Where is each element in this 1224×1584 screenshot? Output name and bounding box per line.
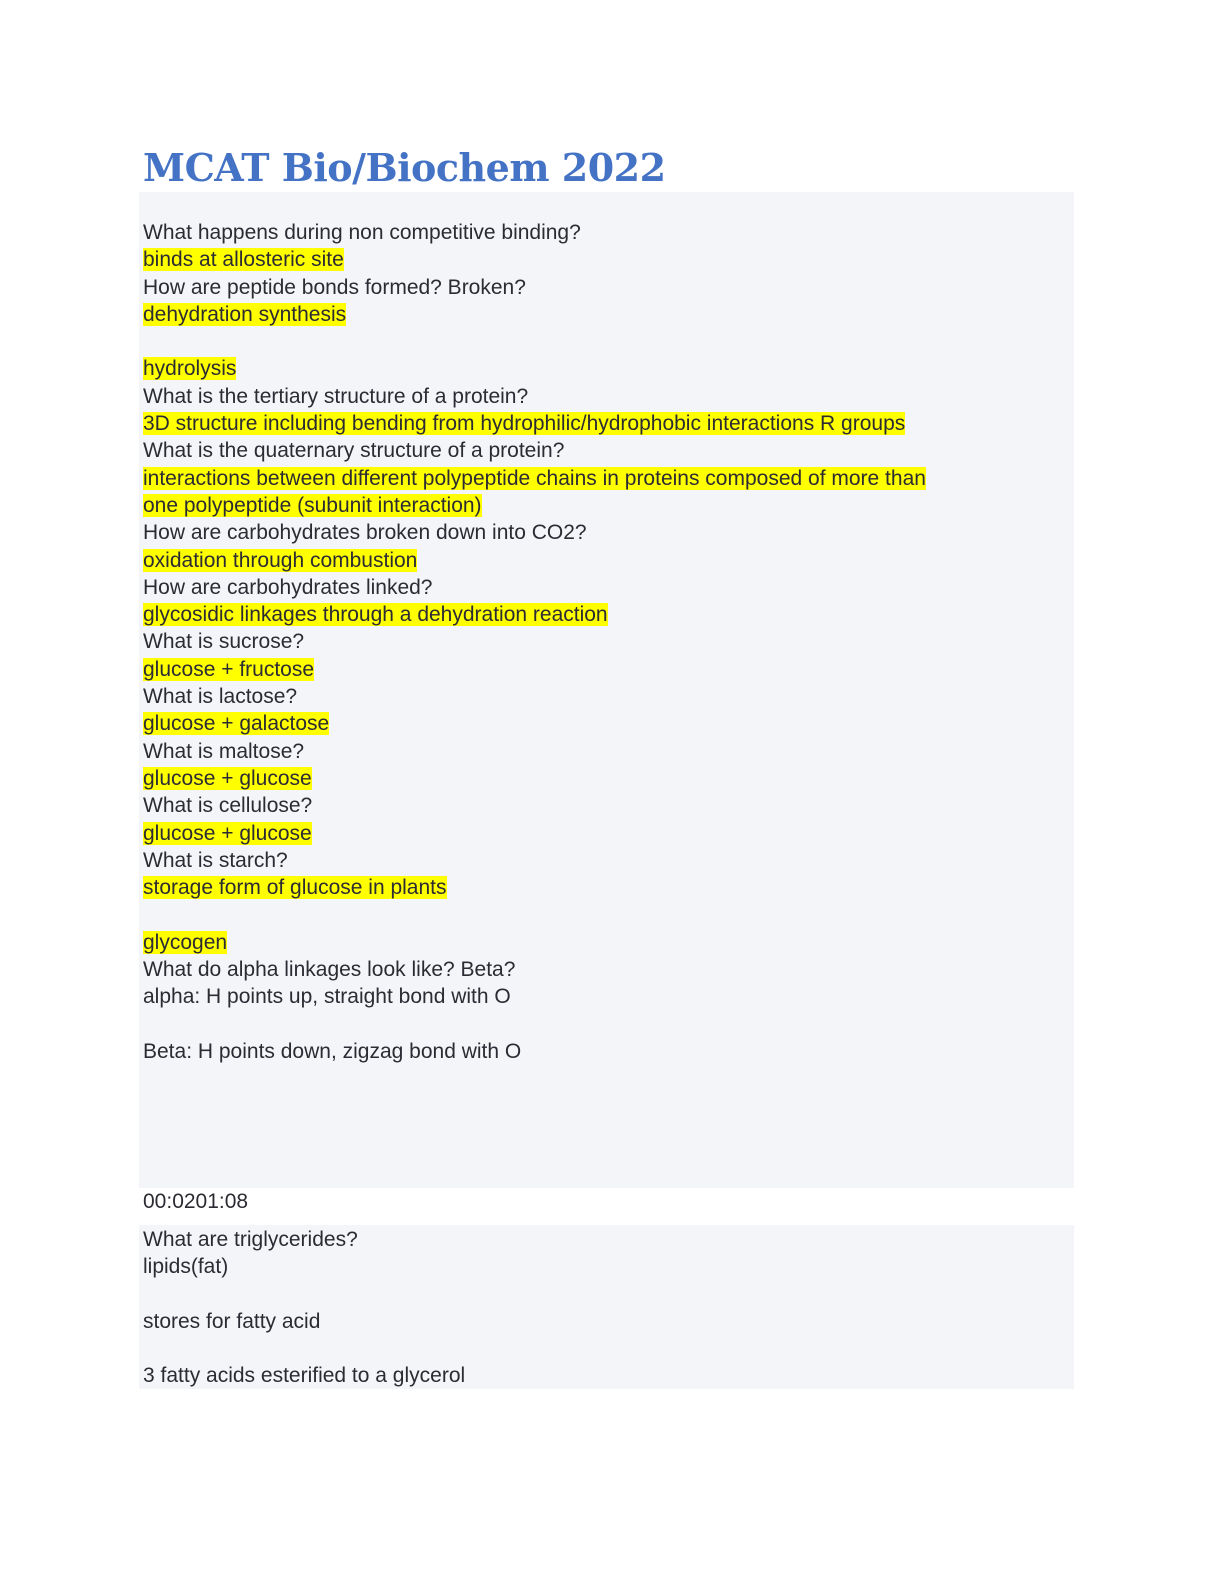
highlighted-answer: one polypeptide (subunit interaction) xyxy=(143,493,482,517)
flashcard-panel-2 xyxy=(139,1225,1074,1389)
card1-answer-line xyxy=(143,929,1070,956)
highlighted-answer: storage form of glucose in plants xyxy=(143,876,447,900)
highlighted-answer: hydrolysis xyxy=(143,357,237,381)
card1-text-line xyxy=(143,628,1070,655)
line-text: 3 fatty acids esterified to a glycerol xyxy=(143,1364,466,1388)
line-text: What is the tertiary structure of a protein? xyxy=(143,384,529,408)
card1-answer-line xyxy=(143,656,1070,683)
highlighted-answer: oxidation through combustion xyxy=(143,548,418,572)
highlighted-answer: glycosidic linkages through a dehydration reaction xyxy=(143,603,608,627)
card1-answer-line xyxy=(143,547,1070,574)
card1-answer-line xyxy=(143,874,1070,901)
line-text: What is maltose? xyxy=(143,739,305,763)
card1-text-line xyxy=(143,383,1070,410)
highlighted-answer: interactions between different polypeptide chains in proteins composed of more than xyxy=(143,466,926,490)
highlighted-answer: binds at allosteric site xyxy=(143,248,344,272)
card1-answer-line xyxy=(143,492,1070,519)
flashcard-1-lines xyxy=(143,219,1070,1065)
card1-answer-line xyxy=(143,710,1070,737)
highlighted-answer: glucose + glucose xyxy=(143,821,312,845)
card1-text-line xyxy=(143,519,1070,546)
line-text: What are triglycerides? xyxy=(143,1228,358,1251)
card1-answer-line xyxy=(143,246,1070,273)
card1-answer-line xyxy=(143,465,1070,492)
card2-text-line xyxy=(143,1362,1070,1389)
card2-text-line xyxy=(143,1226,1070,1253)
timer-text: 00:0201:08 xyxy=(143,1190,249,1213)
card1-text-line xyxy=(143,847,1070,874)
line-text: What is cellulose? xyxy=(143,794,313,818)
card1-text-line xyxy=(143,437,1070,464)
line-text: lipids(fat) xyxy=(143,1255,229,1279)
card2-text-line xyxy=(143,1253,1070,1280)
card1-blank-line xyxy=(143,328,1070,355)
card1-answer-line xyxy=(143,601,1070,628)
line-text: How are carbohydrates broken down into CO2? xyxy=(143,521,587,545)
line-text: What do alpha linkages look like? Beta? xyxy=(143,958,516,982)
line-text: What is starch? xyxy=(143,848,288,872)
highlighted-answer: glycogen xyxy=(143,930,228,954)
line-text: What happens during non competitive binding? xyxy=(143,221,581,244)
card1-text-line xyxy=(143,792,1070,819)
card2-text-line xyxy=(143,1308,1070,1335)
line-text: alpha: H points up, straight bond with O xyxy=(143,985,511,1009)
card1-text-line xyxy=(143,219,1070,246)
highlighted-answer: 3D structure including bending from hydrophilic/hydrophobic interactions R groups xyxy=(143,412,906,436)
line-text: How are peptide bonds formed? Broken? xyxy=(143,275,526,299)
line-text: Beta: H points down, zigzag bond with O xyxy=(143,1039,522,1063)
card1-text-line xyxy=(143,738,1070,765)
card1-text-line xyxy=(143,1038,1070,1065)
card1-answer-line xyxy=(143,820,1070,847)
flashcard-panel-1 xyxy=(139,192,1074,1188)
flashcard-2-lines xyxy=(143,1226,1070,1390)
line-text: What is the quaternary structure of a protein? xyxy=(143,439,565,463)
line-text: How are carbohydrates linked? xyxy=(143,575,433,599)
line-text: What is lactose? xyxy=(143,685,298,709)
card1-text-line xyxy=(143,574,1070,601)
card1-answer-line xyxy=(143,410,1070,437)
card1-text-line xyxy=(143,683,1070,710)
card1-blank-line xyxy=(143,1011,1070,1038)
line-text: stores for fatty acid xyxy=(143,1309,321,1333)
card1-blank-line xyxy=(143,901,1070,928)
card1-answer-line xyxy=(143,301,1070,328)
card2-blank-line xyxy=(143,1281,1070,1308)
card1-answer-line xyxy=(143,355,1070,382)
card1-text-line xyxy=(143,983,1070,1010)
card1-text-line xyxy=(143,956,1070,983)
line-text: What is sucrose? xyxy=(143,630,305,654)
highlighted-answer: glucose + fructose xyxy=(143,657,315,681)
highlighted-answer: glucose + galactose xyxy=(143,712,330,736)
card2-blank-line xyxy=(143,1335,1070,1362)
card1-text-line xyxy=(143,274,1070,301)
highlighted-answer: glucose + glucose xyxy=(143,766,312,790)
document-title: MCAT Bio/Biochem 2022 xyxy=(143,145,666,190)
card1-answer-line xyxy=(143,765,1070,792)
highlighted-answer: dehydration synthesis xyxy=(143,302,347,326)
